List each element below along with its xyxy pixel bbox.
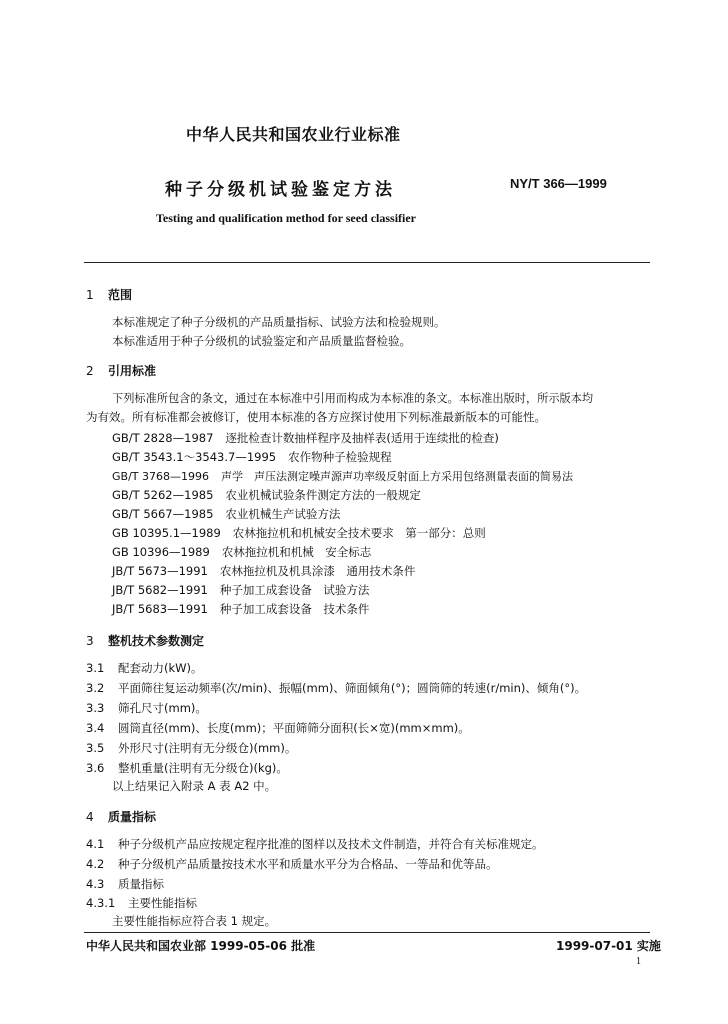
clause-text: 圆筒直径(mm)、长度(mm)；平面筛筛分面积(长×宽)(mm×mm)。 [118, 721, 470, 735]
header-divider [84, 262, 650, 263]
note-text: 主要性能指标应符合表 1 规定。 [112, 914, 277, 928]
reference-item [112, 525, 486, 541]
reference-item [112, 506, 340, 522]
clause-item [86, 740, 296, 756]
section-title: 整机技术参数测定 [108, 634, 205, 648]
reference-item [112, 582, 369, 598]
clause-item [86, 720, 470, 736]
clause-number: 4.3 [86, 877, 105, 891]
note-text: 以上结果记入附录 A 表 A2 中。 [112, 779, 277, 793]
reference-item [112, 544, 371, 560]
section-number: 4 [86, 810, 94, 824]
clause-text: 筛孔尺寸(mm)。 [118, 701, 207, 715]
reference-code: GB/T 5667—1985 [112, 507, 214, 521]
clause-number: 3.2 [86, 681, 105, 695]
section-1-heading [86, 286, 132, 303]
reference-item [112, 468, 573, 484]
clause-item [86, 680, 586, 696]
clause-text: 整机重量(注明有无分级仓)(kg)。 [118, 761, 288, 775]
reference-code: GB/T 3543.1～3543.7—1995 [112, 450, 277, 464]
clause-number: 3.6 [86, 761, 105, 775]
clause-number: 3.4 [86, 721, 105, 735]
clause-item [86, 895, 197, 911]
effective-date: 1999-07-01 实施 [556, 939, 661, 953]
clause-item [86, 856, 498, 872]
reference-item [112, 601, 369, 617]
clause-text: 主要性能指标 [128, 896, 197, 910]
paragraph: 为有效。所有标准都会被修订，使用本标准的各方应探讨使用下列标准最新版本的可能性。 [86, 410, 546, 424]
reference-code: GB/T 5262—1985 [112, 488, 214, 502]
clause-item [86, 760, 288, 776]
clause-number: 3.5 [86, 741, 105, 755]
section-4-heading [86, 808, 156, 825]
reference-item [112, 449, 392, 465]
reference-code: JB/T 5673—1991 [112, 564, 208, 578]
reference-title: 种子加工成套设备 试验方法 [219, 583, 370, 597]
reference-code: GB 10395.1—1989 [112, 526, 221, 540]
section-number: 3 [86, 634, 94, 648]
reference-item [112, 563, 415, 579]
reference-title: 农林拖拉机及机具涂漆 通用技术条件 [219, 564, 416, 578]
issuing-body-title: 中华人民共和国农业行业标准 [186, 125, 401, 144]
reference-item [112, 430, 499, 446]
reference-code: GB 10396—1989 [112, 545, 210, 559]
section-2-heading [86, 362, 156, 379]
clause-number: 4.2 [86, 857, 105, 871]
clause-text: 种子分级机产品质量按技术水平和质量水平分为合格品、一等品和优等品。 [118, 857, 498, 871]
document-title: 种子分级机试验鉴定方法 [165, 180, 396, 200]
page-number: 1 [636, 956, 641, 967]
reference-title: 逐批检查计数抽样程序及抽样表(适用于连续批的检查) [225, 431, 499, 445]
clause-number: 4.3.1 [86, 896, 116, 910]
reference-title: 农林拖拉机和机械 安全标志 [221, 545, 372, 559]
section-number: 2 [86, 364, 94, 378]
reference-code: JB/T 5682—1991 [112, 583, 208, 597]
clause-item [86, 700, 207, 716]
section-title: 质量指标 [108, 810, 157, 824]
paragraph: 本标准规定了种子分级机的产品质量指标、试验方法和检验规则。 [112, 315, 446, 329]
english-title: Testing and qualification method for seed classifier [156, 211, 417, 225]
footer-divider [84, 932, 650, 933]
reference-title: 种子加工成套设备 技术条件 [219, 602, 370, 616]
paragraph: 本标准适用于种子分级机的试验鉴定和产品质量监督检验。 [112, 334, 411, 348]
reference-title: 农作物种子检验规程 [288, 450, 392, 464]
clause-text: 平面筛往复运动频率(次/min)、振幅(mm)、筛面倾角(°)；圆筒筛的转速(r/min)、倾角(°)。 [118, 681, 587, 695]
section-3-heading [86, 632, 204, 649]
section-number: 1 [86, 288, 94, 302]
clause-text: 外形尺寸(注明有无分级仓)(mm)。 [118, 741, 297, 755]
clause-number: 3.3 [86, 701, 105, 715]
approval-date: 中华人民共和国农业部 1999-05-06 批准 [86, 939, 316, 953]
clause-text: 配套动力(kW)。 [118, 661, 203, 675]
reference-item [112, 487, 421, 503]
paragraph: 下列标准所包含的条文，通过在本标准中引用而构成为本标准的条文。本标准出版时，所示版本均 [112, 392, 594, 405]
clause-number: 4.1 [86, 837, 105, 851]
clause-text: 质量指标 [118, 877, 164, 891]
reference-code: GB/T 3768—1996 [112, 470, 209, 483]
standard-code: NY/T 366—1999 [510, 176, 607, 191]
clause-item [86, 836, 544, 852]
reference-title: 农林拖拉机和机械安全技术要求 第一部分：总则 [232, 526, 486, 540]
reference-title: 声学 声压法测定噪声源声功率级反射面上方采用包络测量表面的简易法 [220, 470, 573, 483]
reference-title: 农业机械生产试验方法 [225, 507, 341, 521]
clause-item [86, 876, 164, 892]
reference-code: GB/T 2828—1987 [112, 431, 214, 445]
reference-title: 农业机械试验条件测定方法的一般规定 [225, 488, 421, 502]
section-title: 范围 [108, 288, 133, 302]
section-title: 引用标准 [108, 364, 157, 378]
reference-code: JB/T 5683—1991 [112, 602, 208, 616]
clause-item [86, 660, 203, 676]
clause-text: 种子分级机产品应按规定程序批准的图样以及技术文件制造，并符合有关标准规定。 [118, 837, 544, 851]
clause-number: 3.1 [86, 661, 105, 675]
